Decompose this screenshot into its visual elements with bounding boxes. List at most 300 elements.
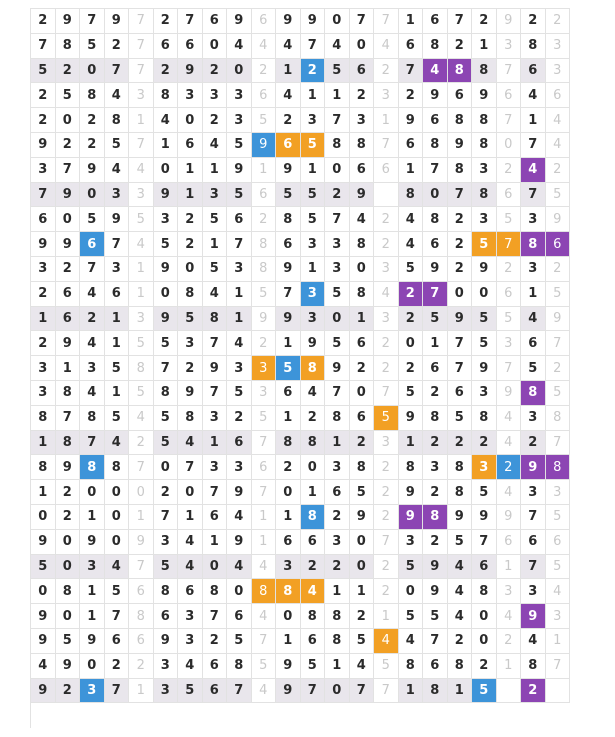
grid-cell: 3 xyxy=(276,555,301,580)
grid-cell: 9 xyxy=(497,9,522,34)
grid-cell: 3 xyxy=(521,257,546,282)
grid-cell: 3 xyxy=(472,158,497,183)
grid-cell: 3 xyxy=(178,331,203,356)
grid-cell: 9 xyxy=(276,257,301,282)
grid-cell: 9 xyxy=(227,9,252,34)
grid-cell: 1 xyxy=(129,505,154,530)
grid-cell: 9 xyxy=(399,505,424,530)
grid-cell: 9 xyxy=(276,654,301,679)
grid-cell: 4 xyxy=(129,232,154,257)
grid-cell: 4 xyxy=(497,480,522,505)
grid-cell: 0 xyxy=(105,480,130,505)
number-grid xyxy=(30,8,570,728)
grid-cell: 7 xyxy=(301,34,326,59)
grid-cell: 5 xyxy=(472,679,497,704)
grid-cell: 5 xyxy=(448,530,473,555)
grid-cell: 5 xyxy=(80,207,105,232)
grid-cell: 9 xyxy=(350,183,375,208)
grid-cell: 1 xyxy=(80,604,105,629)
grid-cell: 8 xyxy=(80,406,105,431)
grid-cell: 7 xyxy=(546,431,571,456)
grid-cell: 6 xyxy=(423,356,448,381)
grid-cell: 5 xyxy=(56,83,81,108)
grid-cell: 5 xyxy=(448,406,473,431)
grid-cell: 7 xyxy=(56,406,81,431)
grid-cell: 1 xyxy=(80,505,105,530)
grid-cell: 5 xyxy=(203,207,228,232)
grid-cell: 7 xyxy=(497,59,522,84)
grid-cell: 8 xyxy=(423,34,448,59)
grid-cell: 5 xyxy=(80,34,105,59)
grid-cell: 9 xyxy=(31,232,56,257)
grid-cell: 1 xyxy=(276,59,301,84)
grid-cell: 7 xyxy=(252,431,277,456)
grid-cell: 2 xyxy=(129,654,154,679)
grid-cell: 0 xyxy=(472,604,497,629)
grid-cell: 3 xyxy=(472,207,497,232)
grid-cell: 4 xyxy=(105,158,130,183)
grid-cell: 2 xyxy=(521,9,546,34)
grid-cell: 3 xyxy=(472,381,497,406)
grid-cell: 3 xyxy=(178,629,203,654)
grid-cell: 8 xyxy=(448,455,473,480)
grid-cell: 6 xyxy=(399,133,424,158)
grid-cell: 5 xyxy=(399,555,424,580)
grid-cell: 0 xyxy=(423,183,448,208)
grid-cell: 5 xyxy=(472,232,497,257)
grid-cell: 7 xyxy=(105,59,130,84)
grid-cell: 5 xyxy=(325,331,350,356)
grid-cell: 6 xyxy=(350,331,375,356)
grid-cell: 0 xyxy=(203,555,228,580)
grid-cell: 9 xyxy=(154,257,179,282)
grid-cell: 5 xyxy=(129,331,154,356)
grid-cell: 9 xyxy=(472,505,497,530)
grid-cell: 1 xyxy=(252,158,277,183)
grid-cell: 0 xyxy=(178,257,203,282)
grid-cell: 6 xyxy=(546,232,571,257)
grid-cell: 8 xyxy=(350,282,375,307)
grid-cell: 6 xyxy=(178,34,203,59)
grid-cell: 1 xyxy=(31,431,56,456)
grid-cell: 8 xyxy=(154,579,179,604)
grid-cell: 0 xyxy=(80,654,105,679)
grid-cell: 9 xyxy=(31,604,56,629)
grid-cell: 1 xyxy=(129,108,154,133)
grid-cell: 8 xyxy=(350,133,375,158)
grid-cell: 0 xyxy=(56,530,81,555)
grid-cell: 5 xyxy=(31,555,56,580)
grid-cell: 3 xyxy=(203,183,228,208)
grid-cell: 9 xyxy=(423,257,448,282)
grid-cell: 8 xyxy=(521,232,546,257)
grid-cell: 6 xyxy=(227,604,252,629)
grid-cell: 4 xyxy=(301,579,326,604)
grid-cell: 6 xyxy=(448,83,473,108)
grid-cell: 0 xyxy=(31,505,56,530)
grid-cell: 1 xyxy=(423,331,448,356)
grid-cell: 3 xyxy=(203,455,228,480)
grid-cell: 8 xyxy=(56,34,81,59)
grid-cell: 8 xyxy=(423,505,448,530)
grid-cell: 1 xyxy=(252,505,277,530)
grid-cell: 8 xyxy=(423,133,448,158)
grid-cell: 3 xyxy=(227,356,252,381)
grid-cell: 6 xyxy=(546,530,571,555)
grid-cell: 7 xyxy=(399,59,424,84)
grid-cell: 6 xyxy=(423,232,448,257)
grid-cell: 7 xyxy=(203,331,228,356)
grid-cell: 7 xyxy=(325,381,350,406)
grid-cell: 6 xyxy=(56,307,81,332)
grid-cell: 6 xyxy=(178,579,203,604)
grid-cell: 5 xyxy=(154,232,179,257)
grid-cell: 8 xyxy=(252,257,277,282)
grid-cell: 5 xyxy=(301,654,326,679)
grid-cell: 4 xyxy=(350,654,375,679)
grid-cell: 0 xyxy=(227,579,252,604)
grid-cell: 7 xyxy=(178,455,203,480)
grid-cell: 5 xyxy=(301,207,326,232)
grid-cell: 6 xyxy=(276,530,301,555)
grid-cell: 9 xyxy=(154,183,179,208)
grid-cell: 5 xyxy=(105,406,130,431)
grid-cell: 0 xyxy=(56,207,81,232)
grid-cell: 1 xyxy=(546,629,571,654)
grid-cell: 8 xyxy=(154,83,179,108)
grid-cell: 8 xyxy=(276,207,301,232)
grid-cell: 7 xyxy=(203,604,228,629)
grid-cell: 9 xyxy=(154,307,179,332)
grid-cell: 2 xyxy=(448,629,473,654)
grid-cell: 1 xyxy=(521,108,546,133)
grid-cell: 2 xyxy=(546,356,571,381)
grid-cell: 4 xyxy=(521,83,546,108)
grid-cell: 8 xyxy=(448,108,473,133)
grid-cell: 9 xyxy=(56,9,81,34)
grid-cell: 4 xyxy=(227,505,252,530)
grid-cell: 2 xyxy=(31,331,56,356)
grid-cell: 9 xyxy=(497,381,522,406)
grid-cell: 2 xyxy=(350,83,375,108)
grid-cell: 6 xyxy=(252,83,277,108)
grid-cell: 8 xyxy=(472,406,497,431)
grid-cell: 1 xyxy=(521,282,546,307)
grid-cell: 7 xyxy=(80,431,105,456)
grid-cell: 2 xyxy=(374,480,399,505)
grid-cell: 7 xyxy=(497,232,522,257)
grid-cell: 9 xyxy=(31,679,56,704)
grid-cell: 2 xyxy=(31,9,56,34)
grid-cell: 9 xyxy=(56,232,81,257)
grid-cell: 3 xyxy=(325,257,350,282)
grid-cell: 7 xyxy=(129,59,154,84)
grid-cell: 2 xyxy=(178,207,203,232)
grid-cell: 6 xyxy=(301,530,326,555)
grid-cell: 5 xyxy=(423,307,448,332)
grid-cell: 3 xyxy=(374,83,399,108)
grid-cell: 3 xyxy=(325,232,350,257)
grid-cell: 5 xyxy=(374,406,399,431)
grid-cell: 2 xyxy=(423,431,448,456)
grid-cell: 7 xyxy=(80,9,105,34)
grid-cell: 1 xyxy=(276,629,301,654)
grid-cell: 5 xyxy=(301,133,326,158)
grid-cell: 7 xyxy=(521,555,546,580)
grid-cell: 7 xyxy=(374,381,399,406)
grid-cell: 2 xyxy=(56,480,81,505)
grid-cell: 5 xyxy=(252,108,277,133)
grid-cell: 6 xyxy=(203,9,228,34)
grid-cell: 5 xyxy=(105,579,130,604)
grid-cell: 2 xyxy=(276,108,301,133)
grid-cell: 3 xyxy=(497,331,522,356)
grid-cell: 5 xyxy=(252,654,277,679)
grid-cell: 6 xyxy=(227,207,252,232)
grid-cell: 4 xyxy=(80,331,105,356)
grid-cell: 6 xyxy=(56,282,81,307)
grid-cell: 9 xyxy=(56,455,81,480)
grid-cell: 1 xyxy=(325,83,350,108)
grid-cell: 4 xyxy=(105,555,130,580)
grid-cell: 5 xyxy=(301,183,326,208)
grid-cell: 5 xyxy=(154,555,179,580)
grid-cell: 7 xyxy=(276,282,301,307)
grid-cell: 8 xyxy=(31,455,56,480)
grid-cell: 1 xyxy=(325,579,350,604)
grid-cell: 8 xyxy=(399,455,424,480)
grid-cell: 4 xyxy=(227,331,252,356)
grid-cell: 2 xyxy=(80,133,105,158)
grid-cell: 8 xyxy=(448,158,473,183)
grid-cell: 9 xyxy=(521,604,546,629)
grid-cell: 1 xyxy=(56,356,81,381)
grid-cell: 0 xyxy=(80,183,105,208)
grid-cell: 8 xyxy=(80,83,105,108)
grid-cell: 3 xyxy=(203,406,228,431)
grid-cell: 6 xyxy=(521,59,546,84)
grid-cell: 2 xyxy=(374,331,399,356)
grid-cell: 0 xyxy=(105,505,130,530)
grid-cell: 1 xyxy=(301,158,326,183)
grid-cell: 0 xyxy=(178,108,203,133)
grid-cell: 5 xyxy=(276,183,301,208)
grid-cell: 7 xyxy=(374,133,399,158)
grid-cell: 1 xyxy=(31,480,56,505)
grid-cell: 2 xyxy=(56,133,81,158)
grid-cell: 9 xyxy=(423,555,448,580)
grid-cell: 5 xyxy=(399,257,424,282)
grid-cell: 7 xyxy=(252,629,277,654)
grid-cell: 7 xyxy=(227,232,252,257)
grid-cell: 4 xyxy=(80,381,105,406)
grid-cell: 4 xyxy=(203,282,228,307)
grid-cell: 1 xyxy=(276,505,301,530)
grid-cell: 9 xyxy=(276,9,301,34)
grid-cell: 8 xyxy=(325,629,350,654)
grid-cell: 2 xyxy=(252,331,277,356)
grid-cell: 1 xyxy=(276,331,301,356)
grid-cell: 7 xyxy=(227,679,252,704)
grid-cell: 4 xyxy=(154,108,179,133)
grid-cell: 3 xyxy=(129,307,154,332)
grid-cell: 3 xyxy=(154,207,179,232)
grid-cell: 9 xyxy=(80,530,105,555)
grid-cell: 6 xyxy=(521,331,546,356)
grid-cell: 8 xyxy=(350,455,375,480)
grid-cell: 9 xyxy=(423,579,448,604)
grid-cell: 5 xyxy=(227,629,252,654)
grid-cell: 3 xyxy=(350,108,375,133)
grid-cell: 9 xyxy=(301,9,326,34)
grid-cell: 0 xyxy=(497,133,522,158)
grid-cell: 1 xyxy=(301,83,326,108)
grid-cell: 5 xyxy=(546,555,571,580)
grid-cell: 3 xyxy=(252,381,277,406)
grid-cell: 1 xyxy=(399,9,424,34)
grid-cell: 7 xyxy=(546,654,571,679)
grid-cell: 7 xyxy=(252,480,277,505)
grid-cell: 7 xyxy=(448,183,473,208)
grid-cell: 8 xyxy=(350,232,375,257)
grid-cell: 9 xyxy=(472,257,497,282)
grid-cell: 8 xyxy=(546,406,571,431)
grid-cell: 1 xyxy=(276,406,301,431)
grid-cell: 3 xyxy=(227,83,252,108)
grid-cell: 3 xyxy=(497,579,522,604)
grid-cell: 9 xyxy=(350,505,375,530)
grid-cell: 4 xyxy=(227,34,252,59)
grid-cell: 3 xyxy=(129,83,154,108)
grid-cell: 2 xyxy=(497,455,522,480)
grid-cell: 8 xyxy=(472,59,497,84)
grid-cell: 9 xyxy=(423,83,448,108)
grid-cell: 5 xyxy=(497,207,522,232)
grid-cell: 6 xyxy=(350,59,375,84)
grid-cell: 0 xyxy=(350,381,375,406)
grid-cell: 2 xyxy=(546,257,571,282)
grid-cell: 6 xyxy=(325,480,350,505)
grid-cell: 3 xyxy=(374,257,399,282)
grid-cell: 8 xyxy=(423,406,448,431)
grid-cell: 2 xyxy=(154,59,179,84)
grid-cell: 6 xyxy=(105,282,130,307)
grid-cell: 6 xyxy=(546,83,571,108)
grid-cell: 6 xyxy=(276,133,301,158)
grid-cell: 9 xyxy=(497,505,522,530)
grid-cell: 7 xyxy=(31,183,56,208)
grid-cell: 0 xyxy=(31,579,56,604)
grid-cell: 2 xyxy=(350,356,375,381)
grid-cell: 9 xyxy=(448,133,473,158)
grid-cell: 8 xyxy=(472,108,497,133)
grid-cell: 1 xyxy=(178,505,203,530)
grid-cell: 1 xyxy=(129,679,154,704)
grid-cell: 0 xyxy=(154,455,179,480)
grid-cell: 6 xyxy=(374,158,399,183)
grid-cell: 3 xyxy=(105,257,130,282)
grid-cell: 3 xyxy=(521,207,546,232)
grid-cell: 1 xyxy=(325,431,350,456)
grid-cell: 0 xyxy=(350,34,375,59)
grid-cell: 0 xyxy=(472,629,497,654)
grid-cell: 5 xyxy=(227,133,252,158)
grid-cell: 8 xyxy=(423,679,448,704)
grid-cell: 8 xyxy=(31,406,56,431)
grid-cell: 7 xyxy=(448,331,473,356)
grid-cell: 2 xyxy=(350,604,375,629)
grid-cell: 1 xyxy=(497,654,522,679)
grid-cell: 9 xyxy=(227,480,252,505)
grid-cell: 6 xyxy=(276,232,301,257)
grid-cell: 4 xyxy=(350,207,375,232)
grid-cell: 7 xyxy=(374,9,399,34)
grid-cell: 6 xyxy=(105,629,130,654)
grid-cell: 7 xyxy=(203,480,228,505)
grid-cell: 4 xyxy=(497,604,522,629)
grid-cell: 2 xyxy=(374,59,399,84)
grid-cell: 9 xyxy=(448,307,473,332)
grid-cell: 2 xyxy=(227,406,252,431)
grid-cell: 7 xyxy=(301,679,326,704)
grid-cell: 2 xyxy=(521,431,546,456)
grid-cell: 7 xyxy=(105,232,130,257)
grid-cell: 2 xyxy=(374,356,399,381)
grid-cell: 4 xyxy=(301,381,326,406)
grid-cell: 4 xyxy=(546,133,571,158)
grid-cell: 9 xyxy=(31,530,56,555)
grid-cell: 8 xyxy=(301,505,326,530)
grid-cell: 5 xyxy=(227,183,252,208)
grid-cell: 6 xyxy=(203,505,228,530)
grid-cell: 2 xyxy=(423,530,448,555)
grid-cell: 8 xyxy=(448,480,473,505)
grid-cell: 7 xyxy=(521,133,546,158)
grid-cell: 5 xyxy=(325,59,350,84)
grid-cell: 4 xyxy=(497,431,522,456)
grid-cell: 2 xyxy=(178,356,203,381)
grid-cell: 8 xyxy=(301,431,326,456)
grid-cell: 2 xyxy=(178,232,203,257)
grid-cell: 8 xyxy=(129,356,154,381)
grid-cell: 6 xyxy=(472,555,497,580)
grid-cell: 3 xyxy=(80,555,105,580)
grid-cell: 3 xyxy=(31,158,56,183)
grid-cell: 2 xyxy=(497,158,522,183)
grid-cell: 6 xyxy=(203,679,228,704)
grid-cell: 3 xyxy=(154,654,179,679)
grid-cell: 6 xyxy=(178,133,203,158)
grid-cell: 2 xyxy=(497,257,522,282)
grid-cell xyxy=(546,679,571,704)
grid-cell: 8 xyxy=(472,183,497,208)
grid-cell: 6 xyxy=(301,629,326,654)
grid-cell: 7 xyxy=(374,679,399,704)
grid-cell: 8 xyxy=(472,579,497,604)
grid-cell: 9 xyxy=(276,307,301,332)
grid-cell: 9 xyxy=(546,307,571,332)
grid-cell: 7 xyxy=(325,207,350,232)
grid-cell: 1 xyxy=(399,431,424,456)
grid-cell: 1 xyxy=(227,307,252,332)
grid-cell: 5 xyxy=(423,604,448,629)
grid-cell: 6 xyxy=(252,455,277,480)
grid-cell: 2 xyxy=(374,207,399,232)
grid-cell: 9 xyxy=(31,629,56,654)
grid-cell: 2 xyxy=(399,282,424,307)
grid-cell: 2 xyxy=(374,455,399,480)
grid-cell: 7 xyxy=(178,9,203,34)
